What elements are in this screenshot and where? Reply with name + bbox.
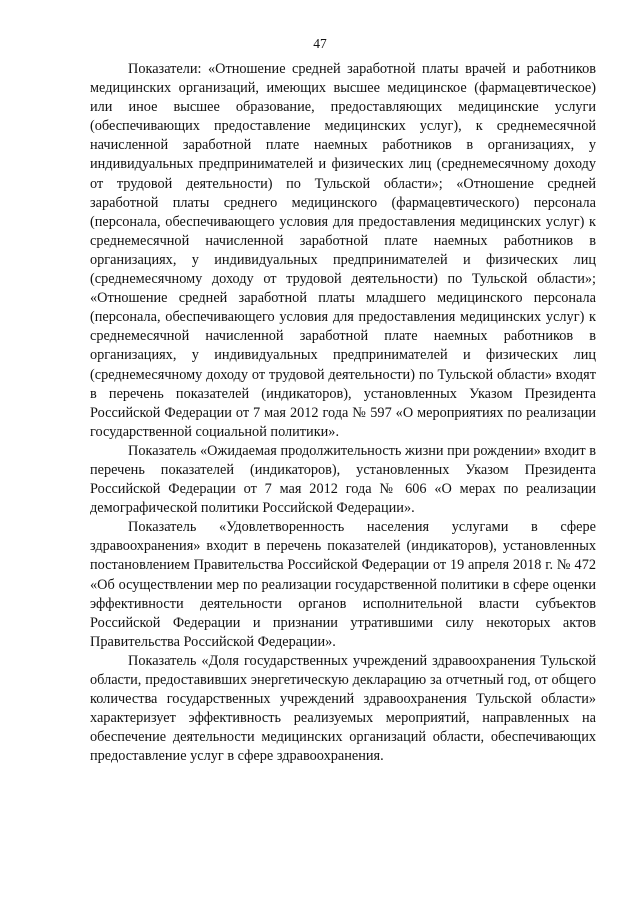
- paragraph-life-expectancy: Показатель «Ожидаемая продолжительность жизни при рождении» входит в перечень показателей (индикаторов), установленных Указом Президента Российской Федерации от 7 мая 2012 года № 606 «О мерах по реализации демографической политики Российской Федерации».: [90, 442, 596, 517]
- document-body: [90, 60, 596, 766]
- page-number: 47: [313, 36, 327, 51]
- paragraph-energy-declaration: Показатель «Доля государственных учреждений здравоохранения Тульской области, предоставивших энергетическую декларацию за отчетный год, от общего количества государственных учреждений здравоохранения Тульской области» характеризует эффективность реализуемых мероприятий, направленных на обеспечение деятельности медицинских организаций области, обеспечивающих предоставление услуг в сфере здравоохранения.: [90, 652, 596, 765]
- paragraph-salary-indicators: Показатели: «Отношение средней заработной платы врачей и работников медицинских организаций, имеющих высшее медицинское (фармацевтическое) или иное высшее образование, предоставляющих медицинские услуги (обеспечивающих предоставление медицинских услуг), к среднемесячной начисленной заработной плате наемных работников в организациях, у индивидуальных предпринимателей и физических лиц (среднемесячному доходу от трудовой деятельности) по Тульской области»; «Отношение средней заработной платы среднего медицинского (фармацевтического) персонала (персонала, обеспечивающего условия для предоставления медицинских услуг) к среднемесячной начисленной заработной плате наемных работников в организациях, у индивидуальных предпринимателей и физических лиц (среднемесячному доходу от трудовой деятельности) по Тульской области»; «Отношение средней заработной платы младшего медицинского персонала (персонала, обеспечивающего условия для предоставления медицинских услуг) к среднемесячной начисленной заработной плате наемных работников в организациях, у индивидуальных предпринимателей и физических лиц (среднемесячному доходу от трудовой деятельности) по Тульской области» входят в перечень показателей (индикаторов), установленных Указом Президента Российской Федерации от 7 мая 2012 года № 597 «О мероприятиях по реализации государственной социальной политики».: [90, 61, 596, 440]
- paragraph-healthcare-satisfaction: Показатель «Удовлетворенность населения услугами в сфере здравоохранения» входит в перечень показателей (индикаторов), установленных постановлением Правительства Российской Федерации от 19 апреля 2018 г. № 472 «Об осуществлении мер по реализации государственной политики в сфере оценки эффективности деятельности органов исполнительной власти субъектов Российской Федерации и признании утратившими силу некоторых актов Правительства Российской Федерации».: [90, 519, 596, 650]
